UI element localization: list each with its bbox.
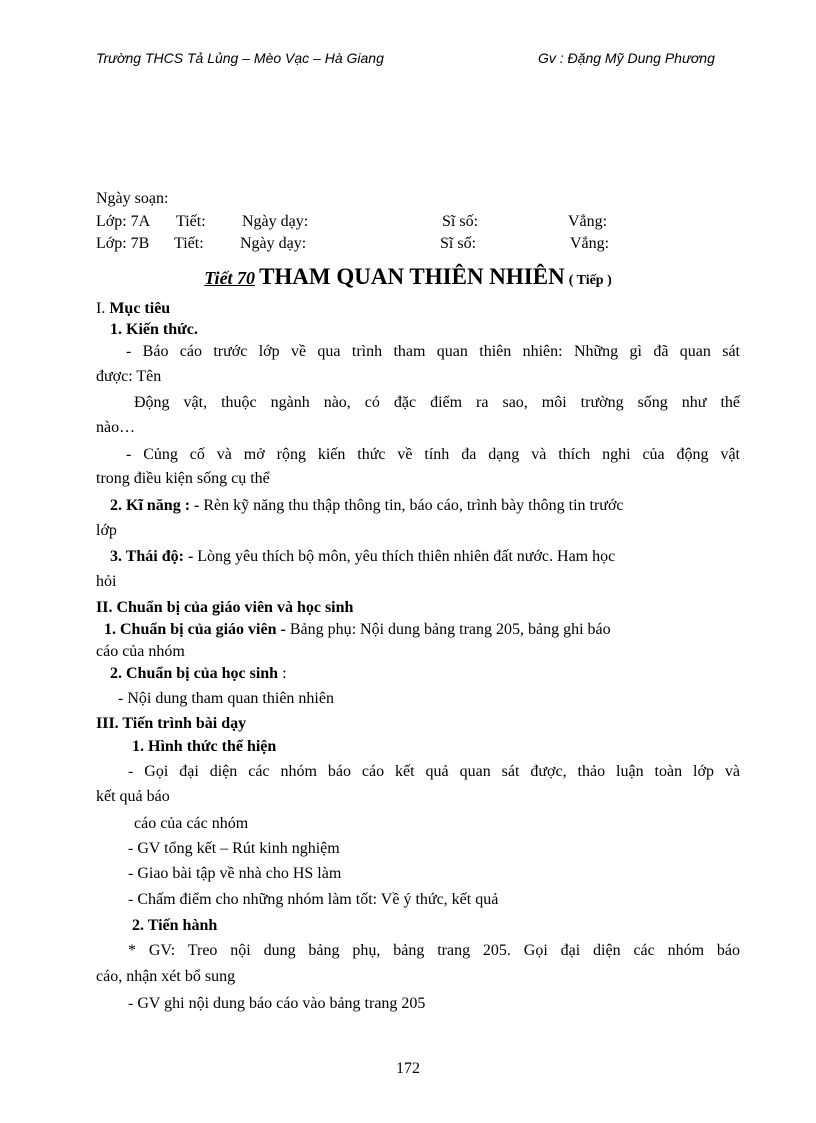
- page-number: 172: [396, 1060, 420, 1077]
- subsection-heading: 1. Hình thức thể hiện: [132, 738, 277, 755]
- paragraph-line: - Gọi đại diện các nhóm báo cáo kết quả quan sát được, thảo luận toàn lớp và: [128, 763, 740, 780]
- tiet-label: Tiết:: [176, 213, 206, 230]
- header-teacher: Gv : Đặng Mỹ Dung Phương: [538, 50, 715, 66]
- lesson-continued: ( Tiếp ): [568, 273, 612, 288]
- section-heading: II. Chuẩn bị của giáo viên và học sinh: [96, 599, 354, 616]
- paragraph-line: được: Tên: [96, 368, 162, 385]
- subsection-heading: 2. Tiến hành: [132, 917, 218, 934]
- paragraph-line: Động vật, thuộc ngành nào, có đặc điểm ra sao, môi trường sống như thế: [134, 394, 740, 411]
- ngay-soan: Ngày soạn:: [96, 190, 169, 207]
- ngay-day-label: Ngày dạy:: [240, 235, 307, 252]
- paragraph-line: - Củng cố và mở rộng kiến thức về tính đa dạng và thích nghi của động vật: [126, 446, 740, 463]
- paragraph-line: nào…: [96, 419, 136, 436]
- lesson-name: THAM QUAN THIÊN NHIÊN: [259, 264, 565, 289]
- paragraph-line: cáo của nhóm: [96, 643, 185, 660]
- ngay-day-label: Ngày dạy:: [242, 213, 309, 230]
- paragraph-line: trong điều kiện sống cụ thể: [96, 470, 270, 487]
- tiet-label: Tiết:: [174, 235, 204, 252]
- vang-label: Vắng:: [568, 213, 608, 230]
- header-school: Trường THCS Tả Lủng – Mèo Vạc – Hà Giang: [96, 50, 384, 66]
- lesson-title: [0, 264, 816, 290]
- subsection-heading: 2. Chuẩn bị của học sinh :: [110, 665, 287, 682]
- si-so-label: Sĩ số:: [440, 235, 477, 252]
- vang-label: Vắng:: [570, 235, 610, 252]
- subsection-heading: 1. Kiến thức.: [110, 321, 198, 338]
- paragraph-line: cáo của các nhóm: [134, 815, 249, 832]
- si-so-label: Sĩ số:: [442, 213, 479, 230]
- paragraph-line: * GV: Treo nội dung bảng phụ, bảng trang 205. Gọi đại diện các nhóm báo: [128, 942, 740, 959]
- paragraph-line: kết quả báo: [96, 788, 170, 805]
- paragraph-line: - GV ghi nội dung báo cáo vào bảng trang 205: [128, 995, 426, 1012]
- section-heading: III. Tiến trình bài dạy: [96, 715, 247, 732]
- paragraph-line: - Giao bài tập về nhà cho HS làm: [128, 865, 342, 882]
- paragraph-line: 3. Thái độ: - Lòng yêu thích bộ môn, yêu thích thiên nhiên đất nước. Ham học: [110, 548, 616, 565]
- class-label: Lớp: 7A: [96, 213, 151, 230]
- paragraph-line: lớp: [96, 522, 117, 539]
- paragraph-line: hỏi: [96, 573, 117, 590]
- section-heading: I. Mục tiêu: [96, 300, 171, 317]
- paragraph-line: - GV tổng kết – Rút kinh nghiệm: [128, 840, 340, 857]
- class-label: Lớp: 7B: [96, 235, 150, 252]
- paragraph-line: - Báo cáo trước lớp về qua trình tham quan thiên nhiên: Những gì đã quan sát: [126, 343, 740, 360]
- paragraph-line: 2. Kĩ năng : - Rèn kỹ năng thu thập thông tin, báo cáo, trình bày thông tin trước: [110, 497, 624, 514]
- paragraph-line: - Chấm điểm cho những nhóm làm tốt: Về ý thức, kết quả: [128, 891, 499, 908]
- paragraph-line: cáo, nhận xét bổ sung: [96, 968, 236, 985]
- lesson-number: Tiết 70: [204, 268, 256, 288]
- paragraph-line: - Nội dung tham quan thiên nhiên: [118, 690, 334, 707]
- paragraph-line: 1. Chuẩn bị của giáo viên - Bảng phụ: Nội dung bảng trang 205, bảng ghi báo: [104, 621, 611, 638]
